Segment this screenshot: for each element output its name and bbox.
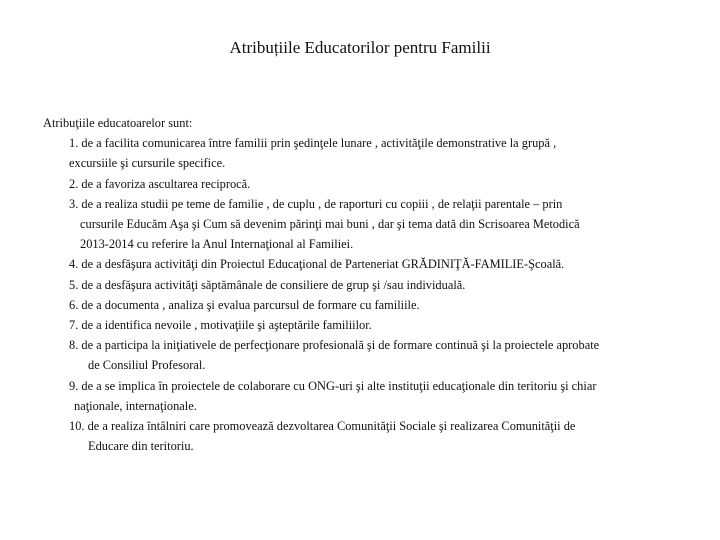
slide-title: Atribuțiile Educatorilor pentru Familii: [229, 38, 491, 57]
list-item: [69, 295, 683, 315]
list-item-text: 7. de a identifica nevoile , motivaţiile şi aşteptările familiilor.: [69, 318, 372, 333]
list-item-text: 2. de a favoriza ascultarea reciprocă.: [69, 176, 251, 191]
list-item-text: 6. de a documenta , analiza şi evalua parcursul de formare cu familiile.: [69, 297, 420, 312]
list-item: [69, 254, 683, 274]
slide-content: [43, 113, 683, 456]
list-item-text: 4. de a desfăşura activităţi din Proiectul Educaţional de Parteneriat GRĂDINIŢĂ-FAMILIE-Şcoală.: [69, 257, 565, 272]
list-item-continuation: naţionale, internaţionale.: [74, 398, 197, 413]
list-item: [69, 376, 683, 416]
list-item: [69, 335, 683, 375]
list-item: [69, 174, 683, 194]
intro-text: Atribuţiile educatoarelor sunt:: [43, 116, 193, 130]
list-item-text: 9. de a se implica în proiectele de colaborare cu ONG-uri şi alte instituţii educaţionale din teritoriu şi chiar: [69, 378, 597, 393]
list-item: [69, 315, 683, 335]
list-item-continuation: excursiile şi cursurile specifice.: [69, 156, 226, 171]
list-item-continuation: 2013-2014 cu referire la Anul Internaţional al Familiei.: [80, 237, 354, 252]
list-item-continuation: cursurile Educăm Aşa şi Cum să devenim părinţi mai buni , dar şi tema dată din Scrisoarea Metodică: [80, 217, 580, 232]
list-item-text: 10. de a realiza întâlniri care promovează dezvoltarea Comunităţii Sociale şi realizarea Comunităţii de: [69, 419, 576, 434]
list-item: [69, 194, 683, 255]
list-item-text: 3. de a realiza studii pe teme de familie , de cuplu , de raporturi cu copiii , de relaţii parentale – prin: [69, 196, 563, 211]
list-item-continuation: de Consiliul Profesoral.: [88, 358, 206, 373]
list-item-continuation: Educare din teritoriu.: [88, 439, 194, 454]
list-item-text: 1. de a facilita comunicarea între familii prin şedinţele lunare , activităţile demonstrative la grupă ,: [69, 136, 557, 151]
list-item: [69, 275, 683, 295]
list-item-text: 8. de a participa la iniţiativele de perfecţionare profesională şi de formare continuă şi la proiectele aprobate: [69, 338, 600, 353]
list-item-text: 5. de a desfăşura activităţi săptămânale de consiliere de grup şi /sau individuală.: [69, 277, 466, 292]
list-item: [69, 133, 683, 173]
list-item: [69, 416, 683, 456]
